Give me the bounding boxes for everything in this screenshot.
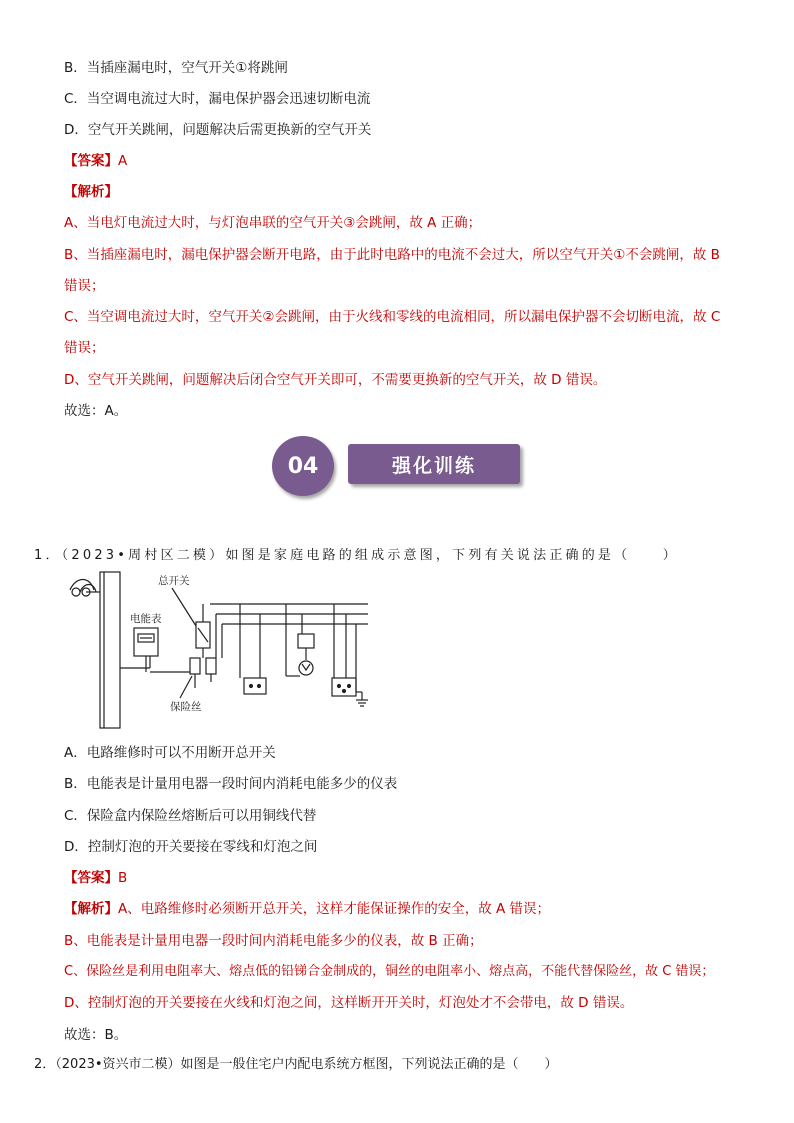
analysis-a: A、当电灯电流过大时，与灯泡串联的空气开关③会跳闸，故 A 正确； [64,215,482,231]
q1-option-d: D．控制灯泡的开关要接在零线和灯泡之间 [64,839,318,855]
option-b: B．当插座漏电时，空气开关①将跳闸 [64,60,288,76]
q1-answer-label: 【答案】 [64,870,118,886]
section-banner [272,436,532,496]
answer-label: 【答案】 [64,153,118,169]
section-number: 04 [272,436,334,496]
analysis-b-line2: 错误； [64,278,105,294]
q1-analysis-d: D、控制灯泡的开关要接在火线和灯泡之间，这样断开开关时，灯泡处才不会带电，故 D 错误。 [64,995,634,1011]
question-2-stem: 2．（2023•资兴市二模）如图是一般住宅户内配电系统方框图，下列说法正确的是（ ） [34,1057,558,1072]
q1-choose-line: 故选：B。 [64,1027,128,1043]
option-d: D．空气开关跳闸，问题解决后需更换新的空气开关 [64,122,372,138]
q1-option-a: A．电路维修时可以不用断开总开关 [64,745,276,761]
analysis-c-line2: 错误； [64,340,105,356]
analysis-d: D、空气开关跳闸，问题解决后闭合空气开关即可，不需要更换新的空气开关，故 D 错误。 [64,372,607,388]
label-fuse: 保险丝 [170,701,202,713]
q1-analysis-a-line [64,897,550,917]
label-main-switch: 总开关 [158,575,190,587]
section-title: 强化训练 [348,444,520,484]
label-meter: 电能表 [130,613,162,625]
answer-line [64,149,127,169]
q1-analysis-label: 【解析】 [64,901,118,917]
q1-answer-line [64,866,127,886]
q1-answer-value: B [118,870,128,886]
question-1-stem: 1．（2023•周村区二模）如图是家庭电路的组成示意图，下列有关说法正确的是（ ） [34,548,679,563]
answer-value: A [118,153,128,169]
q1-option-c: C．保险盒内保险丝熔断后可以用铜线代替 [64,808,317,824]
analysis-label: 【解析】 [64,184,118,200]
household-circuit-figure [64,564,374,732]
q1-analysis-b: B、电能表是计量用电器一段时间内消耗电能多少的仪表，故 B 正确； [64,933,483,949]
q1-option-b: B．电能表是计量用电器一段时间内消耗电能多少的仪表 [64,776,398,792]
q1-analysis-a: A、电路维修时必须断开总开关，这样才能保证操作的安全，故 A 错误； [118,901,551,917]
choose-line: 故选：A。 [64,403,128,419]
q1-analysis-c: C、保险丝是利用电阻率大、熔点低的铅锑合金制成的，铜丝的电阻率小、熔点高，不能代替保险丝，故 C 错误； [64,964,715,979]
analysis-c-line1: C、当空调电流过大时，空气开关②会跳闸，由于火线和零线的电流相同，所以漏电保护器不会切断电流，故 C [64,309,721,325]
option-c: C．当空调电流过大时，漏电保护器会迅速切断电流 [64,91,371,107]
analysis-b-line1: B、当插座漏电时，漏电保护器会断开电路，由于此时电路中的电流不会过大，所以空气开关①不会跳闸，故 B [64,247,720,263]
